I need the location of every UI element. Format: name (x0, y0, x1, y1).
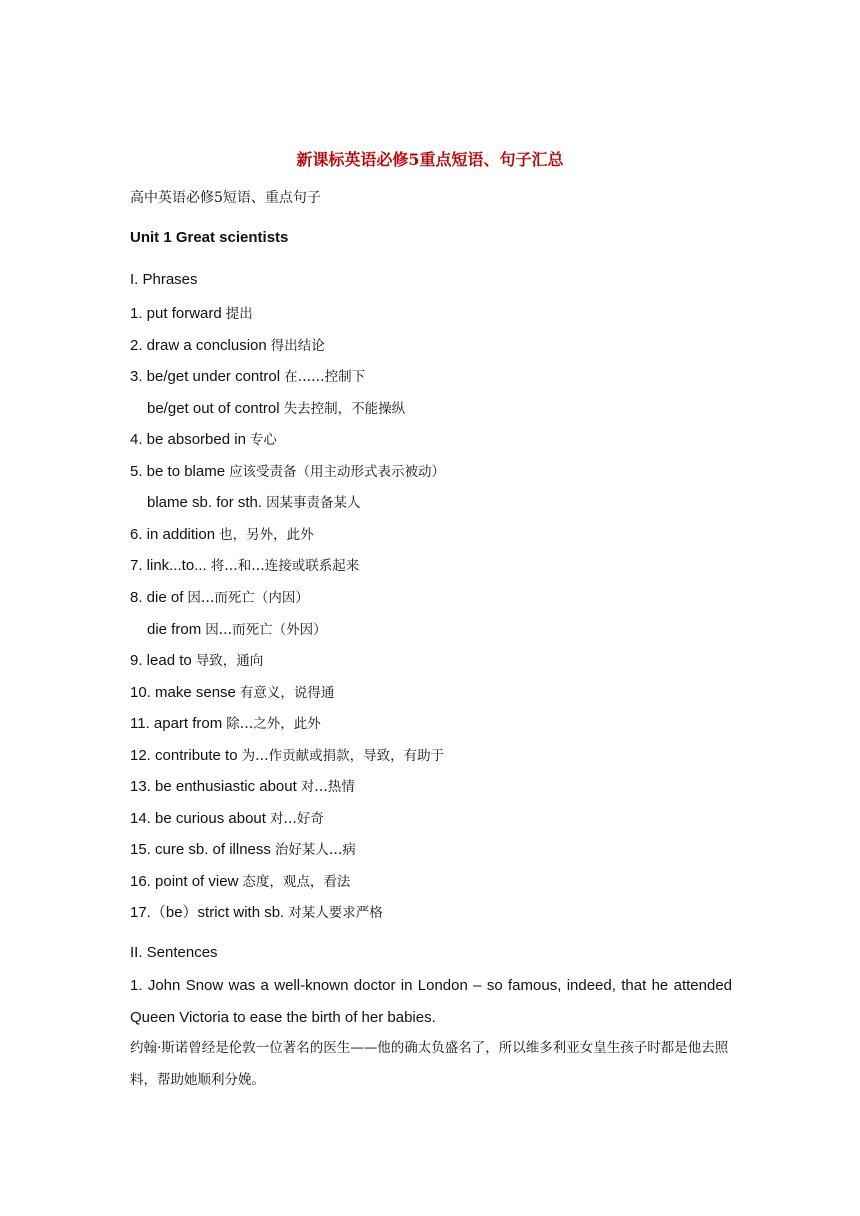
phrase-item (147, 397, 405, 417)
phrase-item (130, 428, 277, 448)
phrase-item (130, 870, 350, 890)
phrase-zh: 导致，通向 (195, 653, 264, 669)
phrase-en: 14. be curious about (130, 810, 266, 827)
phrase-item (130, 901, 383, 922)
phrase-item (130, 523, 314, 543)
phrase-zh: 专心 (249, 432, 277, 448)
phrase-item (130, 334, 325, 354)
phrase-zh: 有意义，说得通 (239, 685, 335, 701)
phrase-zh: 将…和…连接或联系起来 (210, 558, 360, 574)
sentence-zh: 约翰·斯诺曾经是伦敦一位著名的医生——他的确太负盛名了，所以维多利亚女皇生孩子时都是他去照料，帮助她顺利分娩。 (130, 1040, 729, 1088)
phrase-en: 15. cure sb. of illness (130, 841, 271, 858)
phrase-en: 11. apart from (130, 715, 223, 732)
phrase-zh: 失去控制，不能操纵 (283, 401, 406, 417)
phrase-item (130, 681, 334, 701)
phrase-en: 17.（be）strict with sb. (130, 904, 285, 921)
sentences-heading: II. Sentences (130, 944, 218, 961)
phrase-en: die from (147, 621, 202, 638)
phrase-item (130, 649, 263, 669)
phrase-en: 6. in addition (130, 526, 216, 543)
phrase-item (130, 365, 365, 385)
phrase-en: 3. be/get under control (130, 368, 281, 385)
phrase-en: 2. draw a conclusion (130, 337, 267, 354)
phrase-item (130, 838, 356, 858)
phrases-heading: I. Phrases (130, 271, 198, 288)
phrase-item (130, 712, 321, 732)
phrase-item (130, 554, 359, 574)
phrase-en: 1. put forward (130, 305, 222, 322)
phrase-zh: 对某人要求严格 (288, 905, 383, 921)
phrase-zh: 为…作贡献或捐款，导致，有助于 (241, 748, 445, 764)
phrase-zh: 对…好奇 (269, 811, 324, 827)
phrase-zh: 在……控制下 (284, 369, 366, 385)
phrase-zh: 除…之外，此外 (226, 716, 321, 732)
phrase-en: 7. link...to... (130, 557, 207, 574)
phrase-zh: 因…而死亡（外因） (205, 622, 327, 638)
phrase-zh: 也，另外，此外 (219, 527, 314, 543)
phrase-zh: 得出结论 (270, 338, 325, 354)
phrase-en: 5. be to blame (130, 463, 226, 480)
phrase-zh: 态度，观点，看法 (242, 874, 351, 890)
phrase-zh: 提出 (225, 306, 253, 322)
document-subtitle: 高中英语必修5短语、重点句子 (130, 190, 321, 206)
phrase-item (130, 744, 444, 764)
phrase-zh: 治好某人…病 (274, 842, 356, 858)
sentence-en: 1. John Snow was a well-known doctor in London – so famous, indeed, that he attended Queen Victoria to ease the birth of her babies. (130, 977, 732, 1026)
unit-title: Unit 1 Great scientists (130, 229, 289, 246)
phrase-en: blame sb. for sth. (147, 494, 263, 511)
phrase-item (147, 491, 361, 511)
phrase-en: 4. be absorbed in (130, 431, 246, 448)
phrase-zh: 因某事责备某人 (266, 495, 361, 511)
phrase-en: 13. be enthusiastic about (130, 778, 297, 795)
phrase-zh: 对…热情 (300, 779, 355, 795)
phrase-en: 16. point of view (130, 873, 239, 890)
phrase-en: be/get out of control (147, 400, 280, 417)
document-title: 新课标英语必修5重点短语、句子汇总 (296, 150, 564, 169)
phrase-en: 10. make sense (130, 684, 236, 701)
phrase-item (130, 775, 355, 795)
phrase-zh: 应该受责备（用主动形式表示被动） (229, 464, 446, 480)
phrase-en: 9. lead to (130, 652, 192, 669)
phrase-zh: 因…而死亡（内因） (187, 590, 309, 606)
phrase-en: 12. contribute to (130, 747, 238, 764)
phrase-item (147, 618, 327, 638)
phrase-item (130, 460, 445, 480)
phrase-item (130, 586, 309, 606)
phrase-item (130, 302, 253, 322)
phrase-en: 8. die of (130, 589, 184, 606)
phrase-item (130, 807, 324, 827)
